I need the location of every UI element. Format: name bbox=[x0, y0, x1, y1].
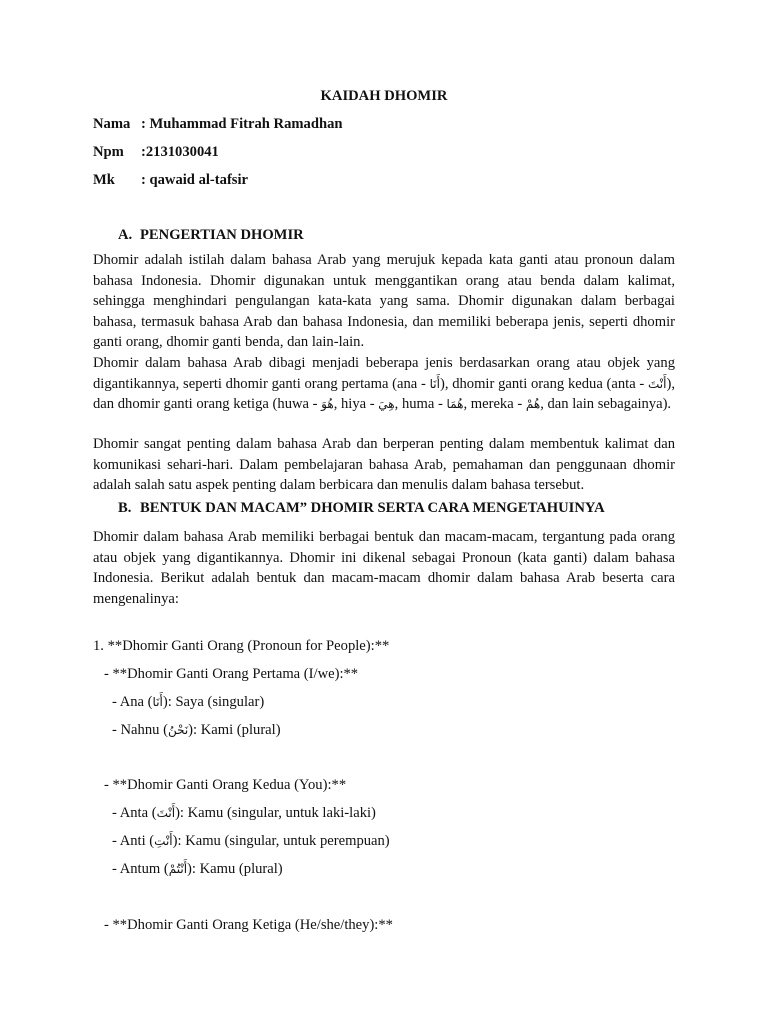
list-item-ana: - Ana (أَنَا): Saya (singular) bbox=[112, 694, 265, 710]
list-item-antum: - Antum (أَنْتُمْ): Kamu (plural) bbox=[112, 861, 283, 877]
list-subheading-second-person: - **Dhomir Ganti Orang Kedua (You):** bbox=[104, 777, 347, 793]
arabic-text: أَنْتَ bbox=[156, 806, 176, 820]
arabic-text: أَنَا bbox=[429, 376, 440, 391]
section-a-heading bbox=[118, 227, 304, 244]
section-number: B. bbox=[118, 500, 132, 516]
list-subheading-third-person: - **Dhomir Ganti Orang Ketiga (He/she/they):** bbox=[104, 917, 393, 933]
section-b-heading bbox=[118, 500, 605, 517]
section-b-paragraph-1: Dhomir dalam bahasa Arab memiliki berbagai bentuk dan macam-macam, tergantung pada orang atau objek yang digantikannya. Dhomir ini dikenal sebagai Pronoun (kata ganti) dalam bahasa Indonesia. Berikut adalah bentuk dan macam-macam dhomir dalam bahasa Arab beserta cara mengenalinya: bbox=[93, 529, 675, 607]
section-a-paragraph-3: Dhomir sangat penting dalam bahasa Arab dan berperan penting dalam membentuk kalimat dan komunikasi sehari-hari. Dalam pembelajaran bahasa Arab, pemahaman dan penggunaan dhomir adalah salah satu aspek penting dalam berbicara dan menulis dalam bahasa tersebut. bbox=[93, 436, 675, 493]
section-title: BENTUK DAN MACAM” DHOMIR SERTA CARA MENGETAHUINYA bbox=[140, 500, 605, 516]
meta-label: Mk bbox=[93, 172, 115, 188]
section-a-paragraph-1: Dhomir adalah istilah dalam bahasa Arab yang merujuk kepada kata ganti atau pronoun dalam bahasa Indonesia. Dhomir digunakan untuk menggantikan orang atau benda dalam kalimat, sehingga menghindari pengulangan kata-kata yang sama. Dhomir digunakan dalam berbagai bahasa, termasuk bahasa Arab dan bahasa Indonesia, dan memiliki beberapa jenis, seperti dhomir ganti orang, dhomir ganti benda, dan lain-lain. bbox=[93, 252, 675, 350]
section-title: PENGERTIAN DHOMIR bbox=[140, 227, 304, 243]
meta-course-row bbox=[93, 172, 248, 189]
meta-name-row bbox=[93, 116, 343, 133]
arabic-text: أَنَا bbox=[152, 695, 163, 709]
meta-npm-row bbox=[93, 144, 219, 161]
list-item-1: 1. **Dhomir Ganti Orang (Pronoun for People):** bbox=[93, 638, 390, 654]
arabic-text: هُمْ bbox=[525, 397, 541, 411]
arabic-text: أَنْتِ bbox=[154, 834, 173, 848]
document-title: KAIDAH DHOMIR bbox=[320, 88, 448, 104]
list-subheading-first-person: - **Dhomir Ganti Orang Pertama (I/we):** bbox=[104, 666, 359, 682]
list-item-nahnu: - Nahnu (نَحْنُ): Kami (plural) bbox=[112, 722, 281, 738]
meta-value: : Muhammad Fitrah Ramadhan bbox=[141, 116, 343, 132]
meta-label: Npm bbox=[93, 144, 124, 160]
arabic-text: نَحْنُ bbox=[167, 723, 189, 737]
list-item-anta: - Anta (أَنْتَ): Kamu (singular, untuk laki-laki) bbox=[112, 805, 376, 821]
arabic-text: أَنْتَ bbox=[648, 376, 667, 391]
section-a-paragraph-2: Dhomir dalam bahasa Arab dibagi menjadi beberapa jenis berdasarkan orang atau objek yang digantikannya, seperti dhomir ganti orang pertama (ana - أَنَا), dhomir ganti orang kedua (anta - أَنْتَ), dan dhomir ganti orang ketiga (huwa - هُوَ, hiya - هِيَ, huma - هُمَا, mereka - هُمْ, dan lain sebagainya). bbox=[93, 355, 675, 412]
list-item-anti: - Anti (أَنْتِ): Kamu (singular, untuk perempuan) bbox=[112, 833, 390, 849]
arabic-text: هِيَ bbox=[378, 397, 395, 411]
meta-value: :2131030041 bbox=[141, 144, 219, 160]
section-number: A. bbox=[118, 227, 133, 243]
meta-label: Nama bbox=[93, 116, 131, 132]
arabic-text: هُمَا bbox=[446, 397, 464, 411]
arabic-text: أَنْتُمْ bbox=[168, 862, 188, 876]
meta-value: : qawaid al-tafsir bbox=[141, 172, 249, 188]
arabic-text: هُوَ bbox=[321, 397, 334, 411]
